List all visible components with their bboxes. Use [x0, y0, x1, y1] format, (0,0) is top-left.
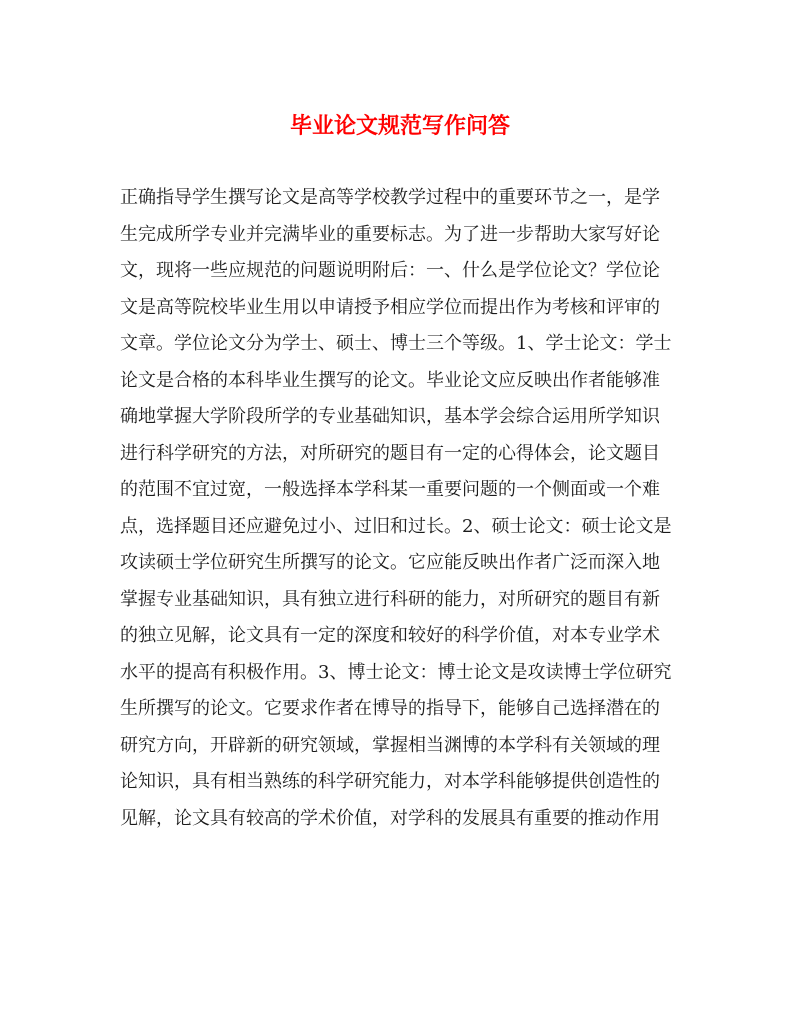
body-line: 正确指导学生撰写论文是高等学校教学过程中的重要环节之一，是学: [120, 187, 660, 208]
body-line: 水平的提高有积极作用。3、博士论文：博士论文是攻读博士学位研究: [120, 661, 672, 683]
body-line: 见解，论文具有较高的学术价值，对学科的发展具有重要的推动作用: [120, 807, 660, 829]
body-line: 生所撰写的论文。它要求作者在博导的指导下，能够自己选择潜在的: [120, 698, 660, 719]
body-line: 文章。学位论文分为学士、硕士、博士三个等级。1、学士论文：学士: [120, 333, 672, 354]
body-line: 攻读硕士学位研究生所撰写的论文。它应能反映出作者广泛而深入地: [120, 552, 660, 573]
document-body: [120, 180, 680, 837]
body-line: 文，现将一些应规范的问题说明附后：一、什么是学位论文？学位论: [120, 260, 660, 281]
body-line: 的独立见解，论文具有一定的深度和较好的科学价值，对本专业学术: [120, 625, 660, 646]
body-line: 确地掌握大学阶段所学的专业基础知识，基本学会综合运用所学知识: [120, 406, 660, 427]
body-line: 掌握专业基础知识，具有独立进行科研的能力，对所研究的题目有新: [120, 588, 660, 610]
body-line: 论知识，具有相当熟练的科学研究能力，对本学科能够提供创造性的: [120, 771, 660, 792]
body-line: 文是高等院校毕业生用以申请授予相应学位而提出作为考核和评审的: [120, 296, 660, 318]
body-line: 生完成所学专业并完满毕业的重要标志。为了进一步帮助大家写好论: [120, 223, 660, 245]
document-title: 毕业论文规范写作问答: [289, 113, 510, 139]
body-line: 的范围不宜过宽，一般选择本学科某一重要问题的一个侧面或一个难: [120, 479, 660, 500]
body-line: 论文是合格的本科毕业生撰写的论文。毕业论文应反映出作者能够准: [120, 369, 660, 391]
body-line: 点，选择题目还应避免过小、过旧和过长。2、硕士论文：硕士论文是: [120, 515, 672, 537]
body-line: 进行科学研究的方法，对所研究的题目有一定的心得体会，论文题目: [120, 442, 660, 464]
body-line: 研究方向，开辟新的研究领域，掌握相当渊博的本学科有关领域的理: [120, 734, 660, 756]
